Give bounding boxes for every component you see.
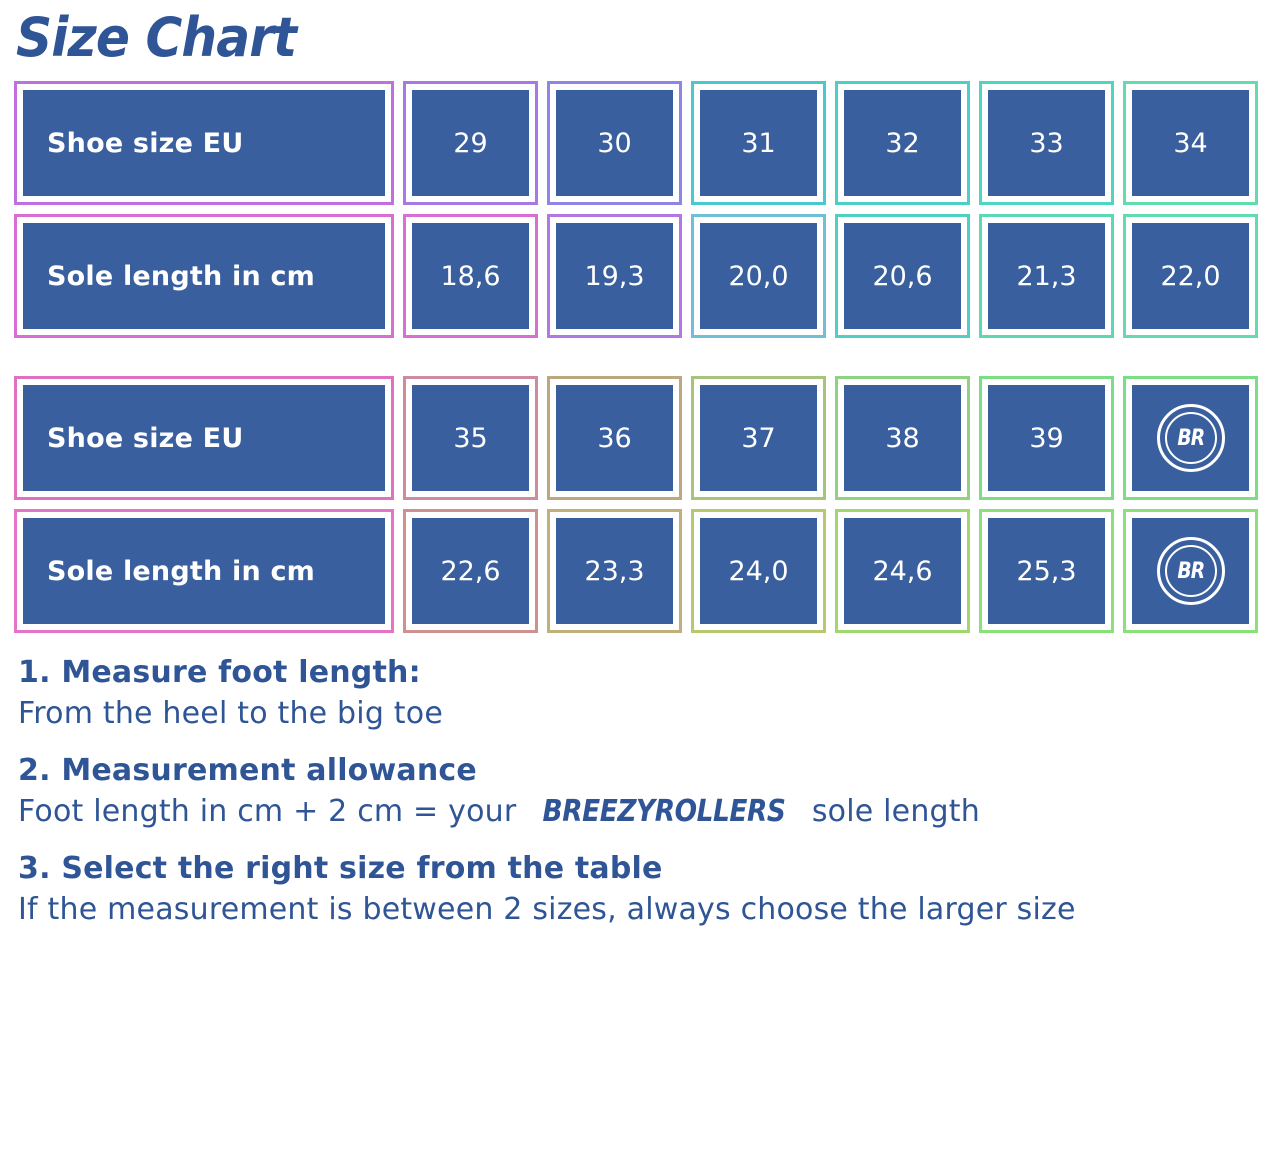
- brand-logo-cell: [1123, 509, 1258, 633]
- sole-value: 23,3: [556, 518, 673, 624]
- size-cell: [835, 376, 970, 500]
- size-chart-page: [0, 8, 1272, 1153]
- row-label: Sole length in cm: [23, 518, 385, 624]
- step-1-text: From the heel to the big toe: [18, 696, 443, 732]
- brand-logo-inner: [1132, 385, 1249, 491]
- size-value: 36: [556, 385, 673, 491]
- step-3-text: If the measurement is between 2 sizes, always choose the larger size: [18, 892, 1076, 928]
- sole-cell: [403, 509, 538, 633]
- brand-logo-inner: [1132, 518, 1249, 624]
- table-row: [14, 376, 1258, 500]
- brand-name: BREEZYROLLERS: [542, 794, 786, 830]
- size-value: 37: [700, 385, 817, 491]
- sole-value: 19,3: [556, 223, 673, 329]
- size-cell: [1123, 81, 1258, 205]
- size-cell: [835, 81, 970, 205]
- step-2-heading: 2. Measurement allowance: [18, 753, 477, 789]
- row-label: Shoe size EU: [23, 385, 385, 491]
- row-label-cell: [14, 509, 394, 633]
- size-value: 38: [844, 385, 961, 491]
- step-3-heading: 3. Select the right size from the table: [18, 851, 663, 887]
- sole-value: 20,0: [700, 223, 817, 329]
- row-label: Shoe size EU: [23, 90, 385, 196]
- page-title: Size Chart: [16, 6, 297, 69]
- size-cell: [691, 376, 826, 500]
- sole-value: 24,0: [700, 518, 817, 624]
- sole-cell: [835, 214, 970, 338]
- sole-cell: [1123, 214, 1258, 338]
- table-row: [14, 81, 1258, 205]
- sole-value: 24,6: [844, 518, 961, 624]
- size-value: 29: [412, 90, 529, 196]
- instructions: [14, 655, 1258, 927]
- size-table-block-1: [14, 81, 1258, 338]
- brand-logo-text: BR: [1177, 425, 1204, 451]
- sole-cell: [547, 214, 682, 338]
- sole-value: 22,0: [1132, 223, 1249, 329]
- breezyrollers-logo-icon: [1157, 404, 1225, 472]
- size-cell: [979, 81, 1114, 205]
- sole-value: 22,6: [412, 518, 529, 624]
- size-cell: [403, 376, 538, 500]
- step-2-text-suffix: sole length: [802, 794, 980, 830]
- step-1-body: [18, 696, 1258, 731]
- step-2-text-prefix: Foot length in cm + 2 cm = your: [18, 794, 527, 830]
- table-row: [14, 509, 1258, 633]
- size-value: 32: [844, 90, 961, 196]
- size-cell: [547, 376, 682, 500]
- size-cell: [979, 376, 1114, 500]
- size-value: 34: [1132, 90, 1249, 196]
- step-3-body: [18, 892, 1258, 927]
- sole-cell: [691, 214, 826, 338]
- size-value: 39: [988, 385, 1105, 491]
- brand-logo-text: BR: [1177, 558, 1204, 584]
- sole-cell: [835, 509, 970, 633]
- step-1-heading: 1. Measure foot length:: [18, 655, 421, 691]
- sole-cell: [691, 509, 826, 633]
- sole-cell: [403, 214, 538, 338]
- row-label: Sole length in cm: [23, 223, 385, 329]
- sole-cell: [547, 509, 682, 633]
- size-table-block-2: [14, 376, 1258, 633]
- brand-logo-cell: [1123, 376, 1258, 500]
- breezyrollers-logo-icon: [1157, 537, 1225, 605]
- step-2-body: [18, 794, 1258, 829]
- sole-value: 21,3: [988, 223, 1105, 329]
- size-cell: [691, 81, 826, 205]
- size-value: 31: [700, 90, 817, 196]
- sole-cell: [979, 214, 1114, 338]
- sole-value: 18,6: [412, 223, 529, 329]
- row-label-cell: [14, 81, 394, 205]
- sole-cell: [979, 509, 1114, 633]
- row-label-cell: [14, 376, 394, 500]
- size-value: 33: [988, 90, 1105, 196]
- size-value: 30: [556, 90, 673, 196]
- size-cell: [403, 81, 538, 205]
- table-row: [14, 214, 1258, 338]
- size-cell: [547, 81, 682, 205]
- sole-value: 25,3: [988, 518, 1105, 624]
- size-value: 35: [412, 385, 529, 491]
- sole-value: 20,6: [844, 223, 961, 329]
- row-label-cell: [14, 214, 394, 338]
